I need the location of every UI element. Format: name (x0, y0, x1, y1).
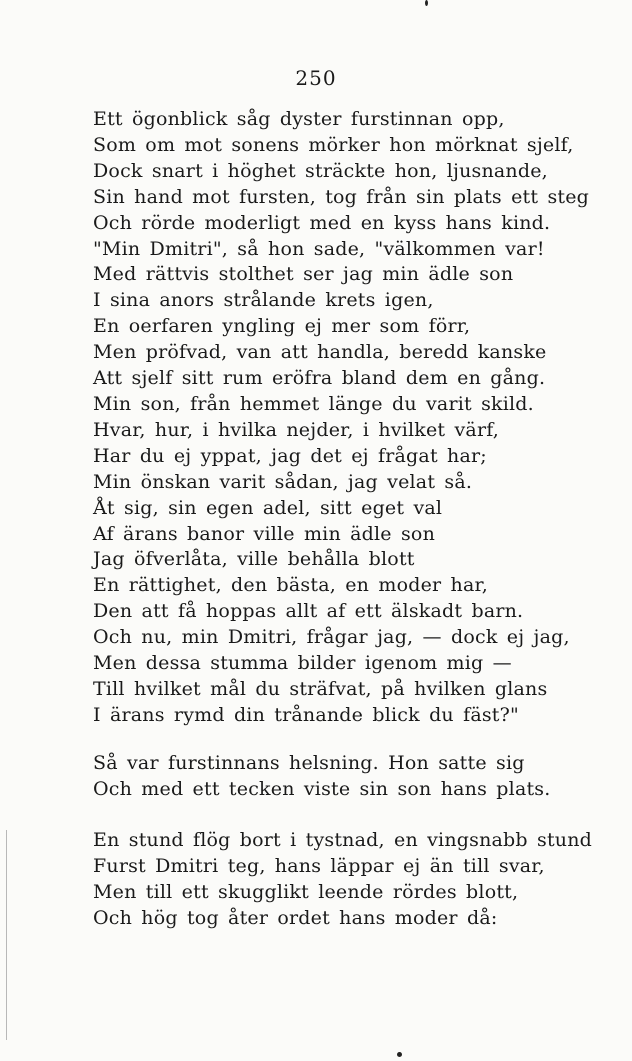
poem-line: Hvar, hur, i hvilka nejder, i hvilket värf, (93, 418, 500, 441)
stanza-3 (93, 828, 613, 932)
poem-line: En oerfaren yngling ej mer som förr, (93, 315, 471, 338)
poem-line: Sin hand mot fursten, tog från sin plats ett steg (93, 185, 590, 208)
poem-line: Furst Dmitri teg, hans läppar ej än till svar, (93, 854, 545, 877)
poem-line: Som om mot sonens mörker hon mörknat sjelf, (93, 133, 574, 156)
poem-line: En stund flög bort i tystnad, en vingsnabb stund (93, 829, 593, 851)
stanza-1 (93, 107, 613, 729)
ink-speck-bottom (397, 1052, 402, 1057)
poem-line: I sina anors strålande krets igen, (93, 289, 434, 312)
poem-line: Att sjelf sitt rum eröfra bland dem en gång. (93, 367, 546, 390)
poem-line: I ärans rymd din trånande blick du fäst?" (93, 703, 519, 726)
poem-line: Och rörde moderligt med en kyss hans kind. (93, 211, 551, 234)
poem-line: Och med ett tecken viste sin son hans plats. (93, 777, 551, 800)
poem-line: Min önskan varit sådan, jag velat så. (93, 470, 473, 493)
poem-line: Men pröfvad, van att handla, beredd kanske (93, 341, 547, 364)
poem-line: Och nu, min Dmitri, frågar jag, — dock ej jag, (93, 626, 570, 649)
poem-line: Med rättvis stolthet ser jag min ädle son (93, 263, 514, 286)
stanza-2 (93, 751, 613, 803)
poem-line: Dock snart i höghet sträckte hon, ljusnande, (93, 159, 548, 182)
poem-line: Min son, från hemmet länge du varit skild. (93, 392, 534, 415)
page-edge-line (6, 830, 7, 1040)
poem-line: Till hvilket mål du sträfvat, på hvilken glans (93, 677, 548, 700)
page-number: 250 (295, 66, 337, 90)
poem-line: Och hög tog åter ordet hans moder då: (93, 906, 498, 929)
poem-line: En rättighet, den bästa, en moder har, (93, 574, 488, 597)
poem-line: Den att få hoppas allt af ett älskadt barn. (93, 600, 524, 623)
poem-line: Jag öfverlåta, ville behålla blott (93, 548, 415, 571)
poem-line: Af ärans banor ville min ädle son (93, 522, 436, 545)
poem-line: Men till ett skugglikt leende rördes blott, (93, 880, 519, 903)
poem-line: Åt sig, sin egen adel, sitt eget val (93, 496, 443, 519)
poem-line: Ett ögonblick såg dyster furstinnan opp, (93, 108, 505, 130)
poem-line: Har du ej yppat, jag det ej frågat har; (93, 444, 487, 467)
poem-line: Men dessa stumma bilder igenom mig — (93, 652, 512, 675)
ink-speck-top (425, 0, 428, 6)
poem-line: Så var furstinnans helsning. Hon satte sig (93, 752, 525, 774)
poem-line: "Min Dmitri", så hon sade, "välkommen var! (93, 237, 545, 260)
